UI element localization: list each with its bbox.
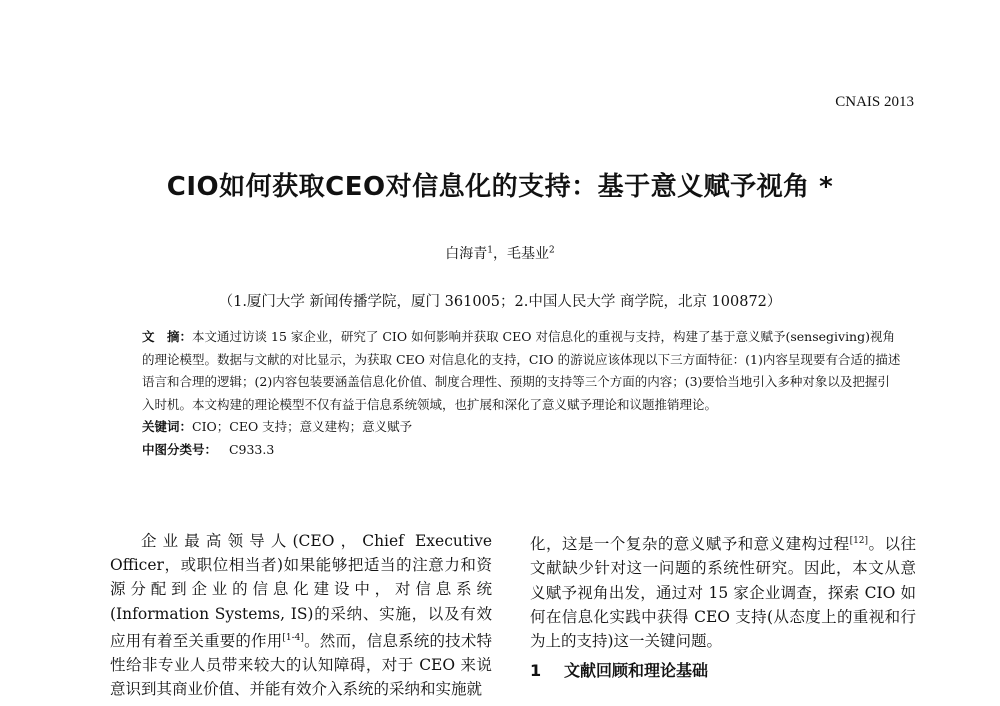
citation: [1-4] bbox=[282, 632, 304, 643]
paper-title: CIO如何获取CEO对信息化的支持：基于意义赋予视角 * bbox=[166, 172, 834, 202]
body-column-left bbox=[110, 529, 492, 702]
classification-value: C933.3 bbox=[228, 441, 275, 457]
body-paragraph bbox=[530, 529, 916, 653]
authors-line bbox=[0, 243, 1000, 263]
abstract-paragraph bbox=[142, 326, 902, 416]
section-title: 文献回顾和理论基础 bbox=[564, 661, 709, 681]
body-text: 。以往文献缺少针对这一问题的系统性研究。因此，本文从意义赋予视角出发，通过对 15 家企业调查，探索 CIO 如何在信息化实践中获得 CEO 支持(从态度上的重视和行为上的支持)这一关键问题。 bbox=[530, 535, 916, 650]
body-text: 企业最高领导人(CEO，Chief Executive Officer，或职位相当者)如果能够把适当的注意力和资源分配到企业的信息化建设中，对信息系统(Information Systems, IS)的采纳、实施，以及有效应用有着至关重要的作用 bbox=[110, 532, 492, 650]
abstract-text: 本文通过访谈 15 家企业，研究了 CIO 如何影响并获取 CEO 对信息化的重视与支持，构建了基于意义赋予(sensegiving)视角的理论模型。数据与文献的对比显示，为获取 CEO 对信息化的支持，CIO 的游说应该体现以下三方面特征：(1)内容呈现要有合适的描述语言和合理的逻辑；(2)内容包装要涵盖信息化价值、制度合理性、预期的支持等三个方面的内容；(3)要恰当地引入多种对象以及把握引入时机。本文构建的理论模型不仅有益于信息系统领域，也扩展和深化了意义赋予理论和议题推销理论。 bbox=[142, 329, 901, 412]
section-number: 1 bbox=[530, 661, 542, 681]
body-paragraph bbox=[110, 529, 492, 702]
body-text: 化，这是一个复杂的意义赋予和意义建构过程 bbox=[530, 535, 850, 554]
affiliation: （1.厦门大学 新闻传播学院，厦门 361005；2.中国人民大学 商学院，北京 100872） bbox=[218, 294, 782, 310]
classification-label: 中图分类号： bbox=[142, 441, 218, 457]
citation: [12] bbox=[849, 536, 869, 546]
author-sup: 2 bbox=[549, 245, 555, 256]
body-text: 。然而，信息系统的技术特性给非专业人员带来较大的认知障碍，对于 CEO 来说意识到其商业价值、并能有效介入系统的采纳和实施就 bbox=[110, 631, 492, 699]
author-sup: 1 bbox=[487, 245, 493, 256]
author-separator: ， bbox=[493, 246, 507, 262]
classification-line bbox=[142, 439, 902, 462]
journal-header: CNAIS 2013 bbox=[835, 94, 914, 110]
keywords-value: CIO；CEO 支持；意义建构；意义赋予 bbox=[192, 419, 413, 434]
section-heading bbox=[530, 659, 916, 683]
abstract-label: 文 摘： bbox=[142, 329, 193, 344]
keywords-line bbox=[142, 416, 902, 439]
abstract-block bbox=[142, 326, 902, 461]
body-column-right bbox=[530, 529, 916, 683]
author-name: 白海青 bbox=[445, 246, 488, 262]
author-name: 毛基业 bbox=[507, 246, 549, 262]
keywords-label: 关键词： bbox=[142, 419, 193, 434]
